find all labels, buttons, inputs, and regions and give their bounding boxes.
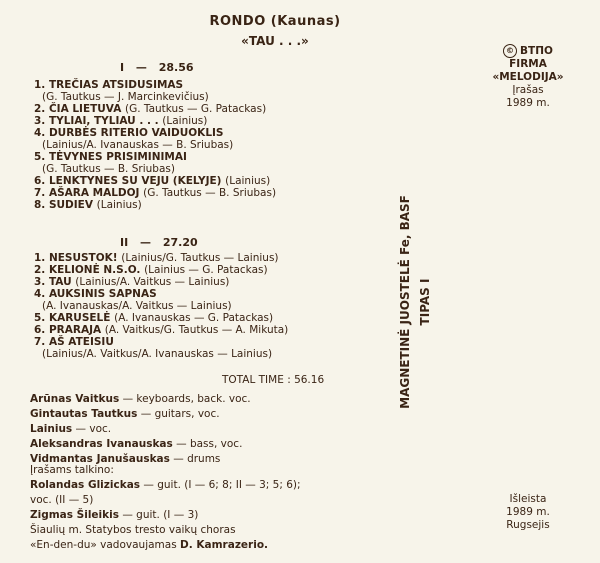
track-row: 1. TREČIAS ATSIDUSIMAS <box>34 79 184 91</box>
firm-line: FIRMA <box>509 58 547 70</box>
session-row: Šiaulių m. Statybos tresto vaikų choras <box>30 524 236 536</box>
brand-line: «MELODIJA» <box>492 71 564 83</box>
track-row: 4. DURBĖS RITERIO VAIDUOKLIS <box>34 127 224 139</box>
band-title: RONDO (Kaunas) <box>209 14 341 29</box>
release-label: Išleista <box>509 493 547 505</box>
release-month: Rugsejis <box>506 519 550 531</box>
session-row: «En-den-du» vadovaujamas D. Kamrazerio. <box>30 539 269 551</box>
personnel-row: Aleksandras Ivanauskas — bass, voc. <box>30 438 243 450</box>
side-a-tracklist <box>34 79 276 211</box>
session-musicians <box>30 463 301 553</box>
track-row: 1. NESUSTOK! (Lainius/G. Tautkus — Lainius) <box>34 252 279 264</box>
track-row: 3. TAU (Lainius/A. Vaitkus — Lainius) <box>34 276 230 288</box>
personnel-row: Gintautas Tautkus — guitars, voc. <box>30 408 220 420</box>
track-row: 6. PRARAJA (A. Vaitkus/G. Tautkus — A. Mikuta) <box>34 324 289 336</box>
track-row: 7. AŠARA MALDOJ (G. Tautkus — B. Sriubas) <box>34 187 277 199</box>
track-credit: (G. Tautkus — B. Sriubas) <box>42 163 175 175</box>
track-credit: (Lainius/A. Vaitkus/A. Ivanauskas — Lainius) <box>42 348 273 360</box>
personnel-row: Lainius — voc. <box>30 423 112 435</box>
release-year: 1989 m. <box>506 506 550 518</box>
tape-info <box>392 172 438 432</box>
track-row: 6. LENKTYNES SU VEJU (KELYJE) (Lainius) <box>34 175 271 187</box>
personnel-row: Arūnas Vaitkus — keyboards, back. voc. <box>30 393 251 405</box>
copyright-icon: © <box>503 44 517 58</box>
recorded-year: 1989 m. <box>506 97 550 109</box>
track-row: 2. ČIA LIETUVA (G. Tautkus — G. Patackas) <box>34 103 267 115</box>
track-row: 5. KARUSELĖ (A. Ivanauskas — G. Patackas) <box>34 312 274 324</box>
session-row: Rolandas Glizickas — guit. (I — 6; 8; II — 3; 5; 6); <box>30 479 301 491</box>
track-row: 7. AŠ ATEISIU <box>34 336 114 348</box>
tape-type: TIPAS I <box>418 278 432 326</box>
track-row: 2. KELIONĖ N.S.O. (Lainius — G. Patackas) <box>34 264 268 276</box>
track-row: 4. AUKSINIS SAPNAS <box>34 288 157 300</box>
tape-brand: MAGNETINĖ JUOSTELĖ Fe, BASF <box>398 195 412 409</box>
track-credit: (G. Tautkus — J. Marcinkevičius) <box>42 91 209 103</box>
recorded-label: Įrašas <box>512 84 544 96</box>
side-b-header: II — 27.20 <box>120 236 198 249</box>
track-credit: (Lainius/A. Ivanauskas — B. Sriubas) <box>42 139 234 151</box>
label-block <box>478 44 578 110</box>
session-row: voc. (II — 5) <box>30 494 94 506</box>
side-a-header: I — 28.56 <box>120 61 194 74</box>
track-row: 5. TĖVYNES PRISIMINIMAI <box>34 151 187 163</box>
side-b-tracklist <box>34 252 288 360</box>
personnel-list <box>30 392 251 467</box>
track-row: 3. TYLIAI, TYLIAU . . . (Lainius) <box>34 115 208 127</box>
release-info <box>488 493 568 532</box>
track-row: 8. SUDIEV (Lainius) <box>34 199 142 211</box>
session-row: Zigmas Šileikis — guit. (I — 3) <box>30 509 199 521</box>
track-credit: (A. Ivanauskas/A. Vaitkus — Lainius) <box>42 300 232 312</box>
copyright-line: © BTПO <box>478 44 578 58</box>
total-time: TOTAL TIME : 56.16 <box>222 374 325 386</box>
session-heading: Įrašams talkino: <box>30 464 114 476</box>
personnel-row: Vidmantas Janušauskas — drums <box>30 453 221 465</box>
album-title: «TAU . . .» <box>241 34 309 48</box>
